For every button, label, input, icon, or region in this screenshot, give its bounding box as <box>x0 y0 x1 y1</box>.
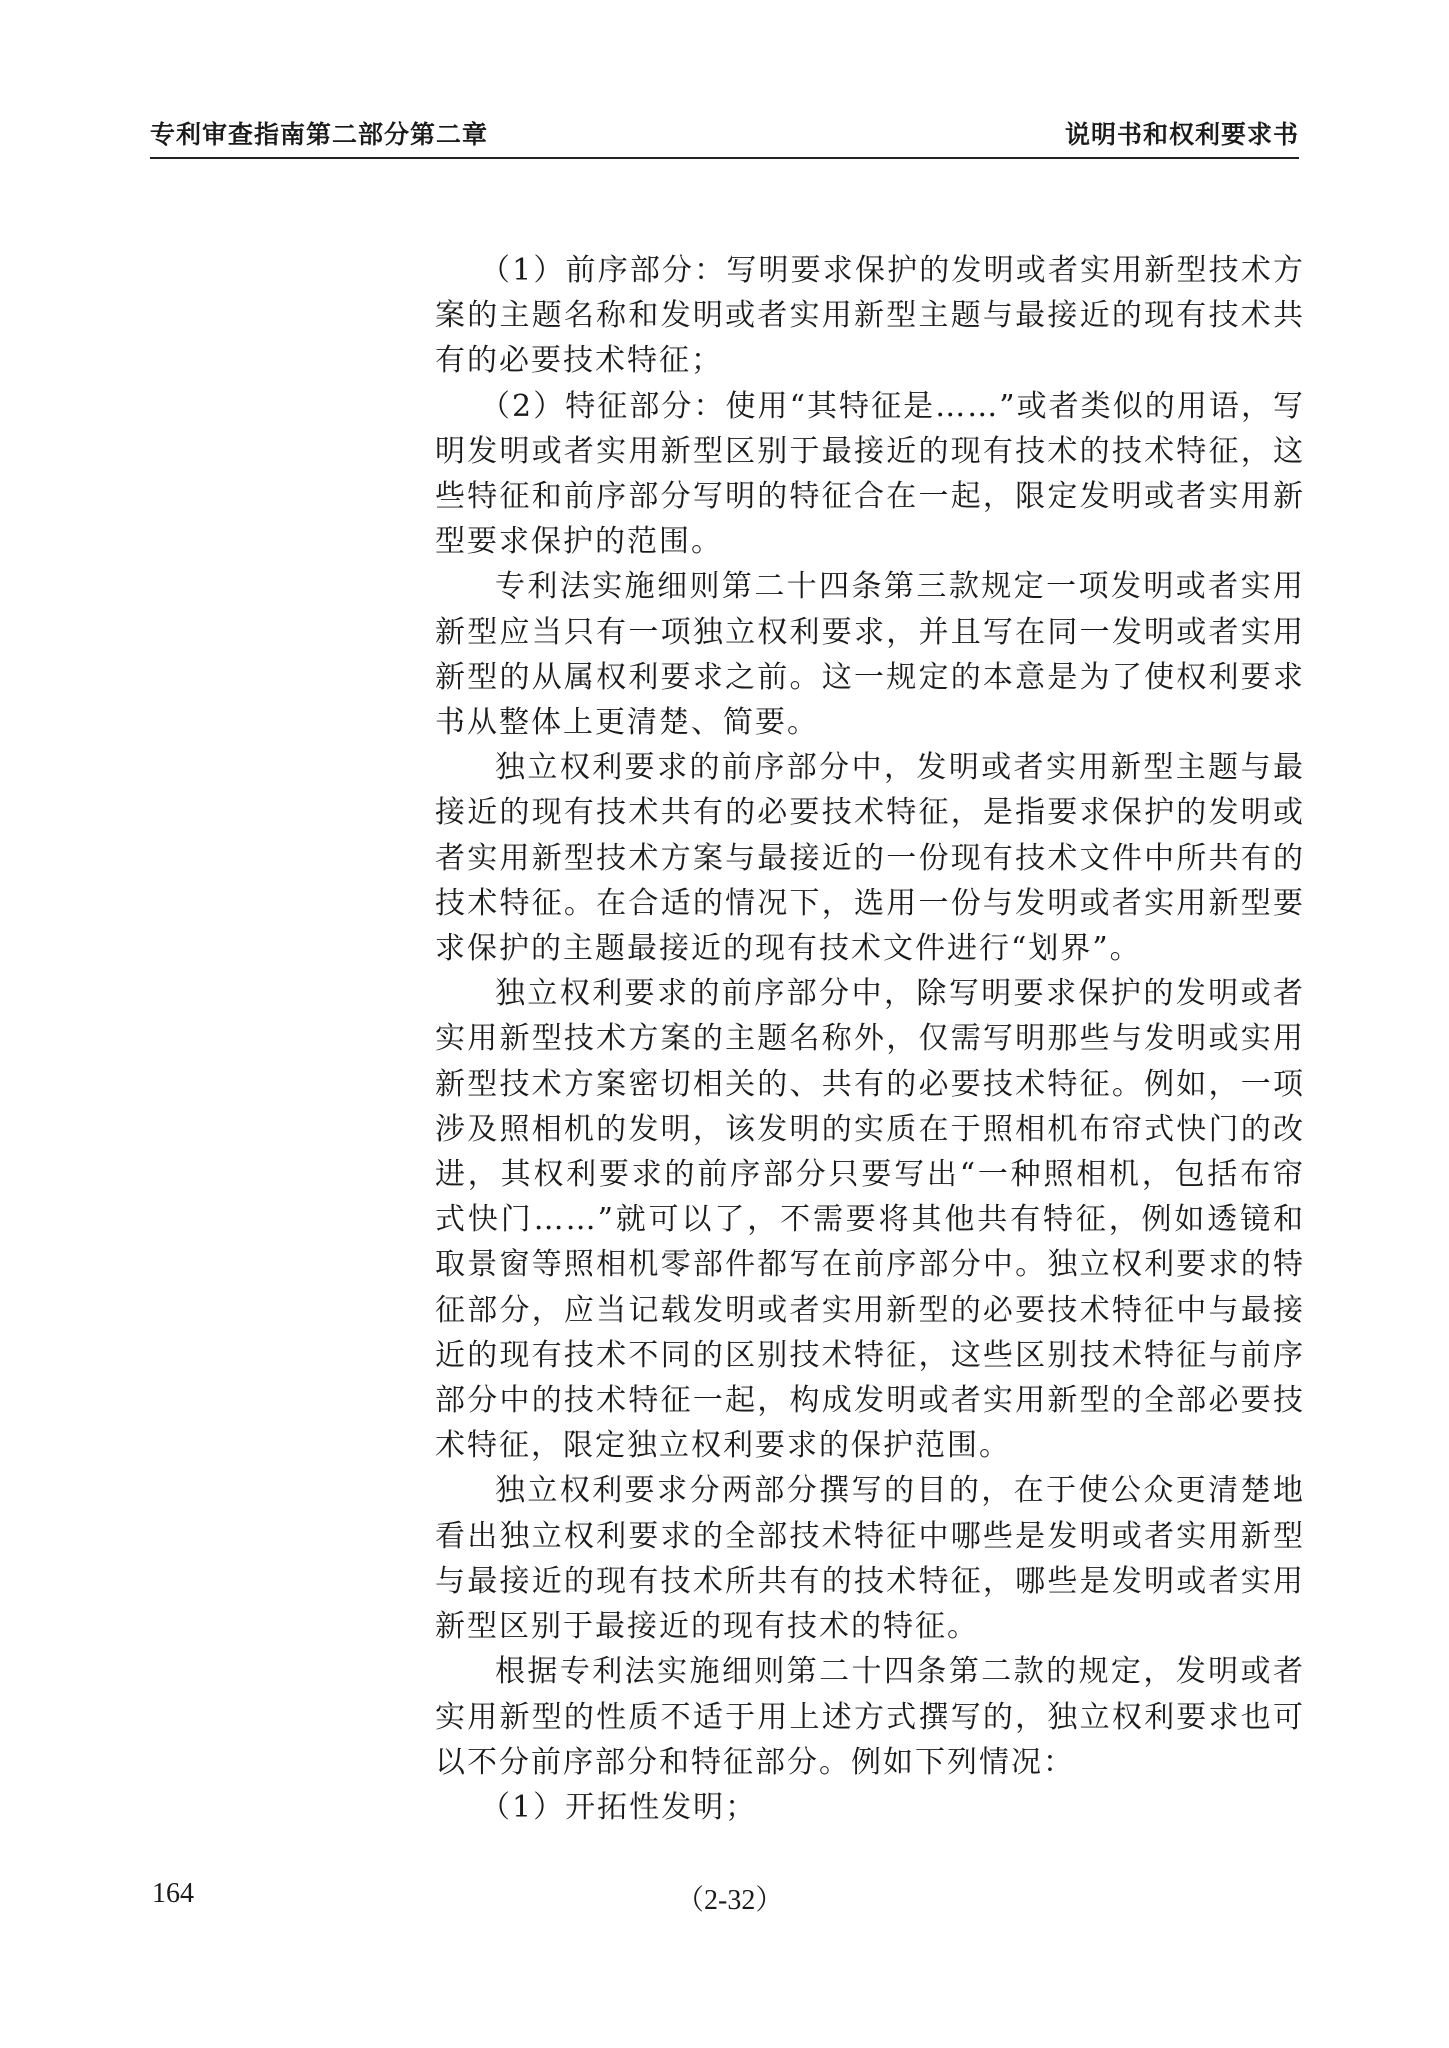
body-text <box>435 248 1305 1830</box>
paragraph-common-features: 独立权利要求的前序部分中，发明或者实用新型主题与最接近的现有技术共有的必要技术特征，是指要求保护的发明或者实用新型技术方案与最接近的一份现有技术文件中所共有的技术特征。在合适的情况下，选用一份与发明或者实用新型要求保护的主题最接近的现有技术文件进行“划界”。 <box>435 750 1305 967</box>
paragraph-pioneering-invention: （1）开拓性发明； <box>480 1789 758 1825</box>
running-header-section: 说明书和权利要求书 <box>1064 120 1299 149</box>
section-page-code: （2-32） <box>676 1885 784 1916</box>
paragraph-characterizing-item: （2）特征部分：使用“其特征是……”或者类似的用语，写明发明或者实用新型区别于最接近的现有技术的技术特征，这些特征和前序部分写明的特征合在一起，限定发明或者实用新型要求保护的范围。 <box>435 388 1305 560</box>
paragraph-single-independent-claim: 专利法实施细则第二十四条第三款规定一项发明或者实用新型应当只有一项独立权利要求，并且写在同一发明或者实用新型的从属权利要求之前。这一规定的本意是为了使权利要求书从整体上更清楚、简要。 <box>435 569 1305 741</box>
paragraph-preamble-item: （1）前序部分：写明要求保护的发明或者实用新型技术方案的主题名称和发明或者实用新型主题与最接近的现有技术共有的必要技术特征； <box>435 253 1305 379</box>
running-header-chapter: 专利审查指南第二部分第二章 <box>150 120 489 149</box>
page-number: 164 <box>152 1878 194 1909</box>
paragraph-exceptions: 根据专利法实施细则第二十四条第二款的规定，发明或者实用新型的性质不适于用上述方式撰写的，独立权利要求也可以不分前序部分和特征部分。例如下列情况： <box>435 1654 1305 1780</box>
header-divider <box>150 157 1299 159</box>
paragraph-two-part-purpose: 独立权利要求分两部分撰写的目的，在于使公众更清楚地看出独立权利要求的全部技术特征中哪些是发明或者实用新型与最接近的现有技术所共有的技术特征，哪些是发明或者实用新型区别于最接近的现有技术的特征。 <box>435 1473 1305 1645</box>
paragraph-camera-example: 独立权利要求的前序部分中，除写明要求保护的发明或者实用新型技术方案的主题名称外，仅需写明那些与发明或实用新型技术方案密切相关的、共有的必要技术特征。例如，一项涉及照相机的发明，该发明的实质在于照相机布帘式快门的改进，其权利要求的前序部分只要写出“一种照相机，包括布帘式快门……”就可以了，不需要将其他共有特征，例如透镜和取景窗等照相机零部件都写在前序部分中。独立权利要求的特征部分，应当记载发明或者实用新型的必要技术特征中与最接近的现有技术不同的区别技术特征，这些区别技术特征与前序部分中的技术特征一起，构成发明或者实用新型的全部必要技术特征，限定独立权利要求的保护范围。 <box>435 976 1305 1464</box>
